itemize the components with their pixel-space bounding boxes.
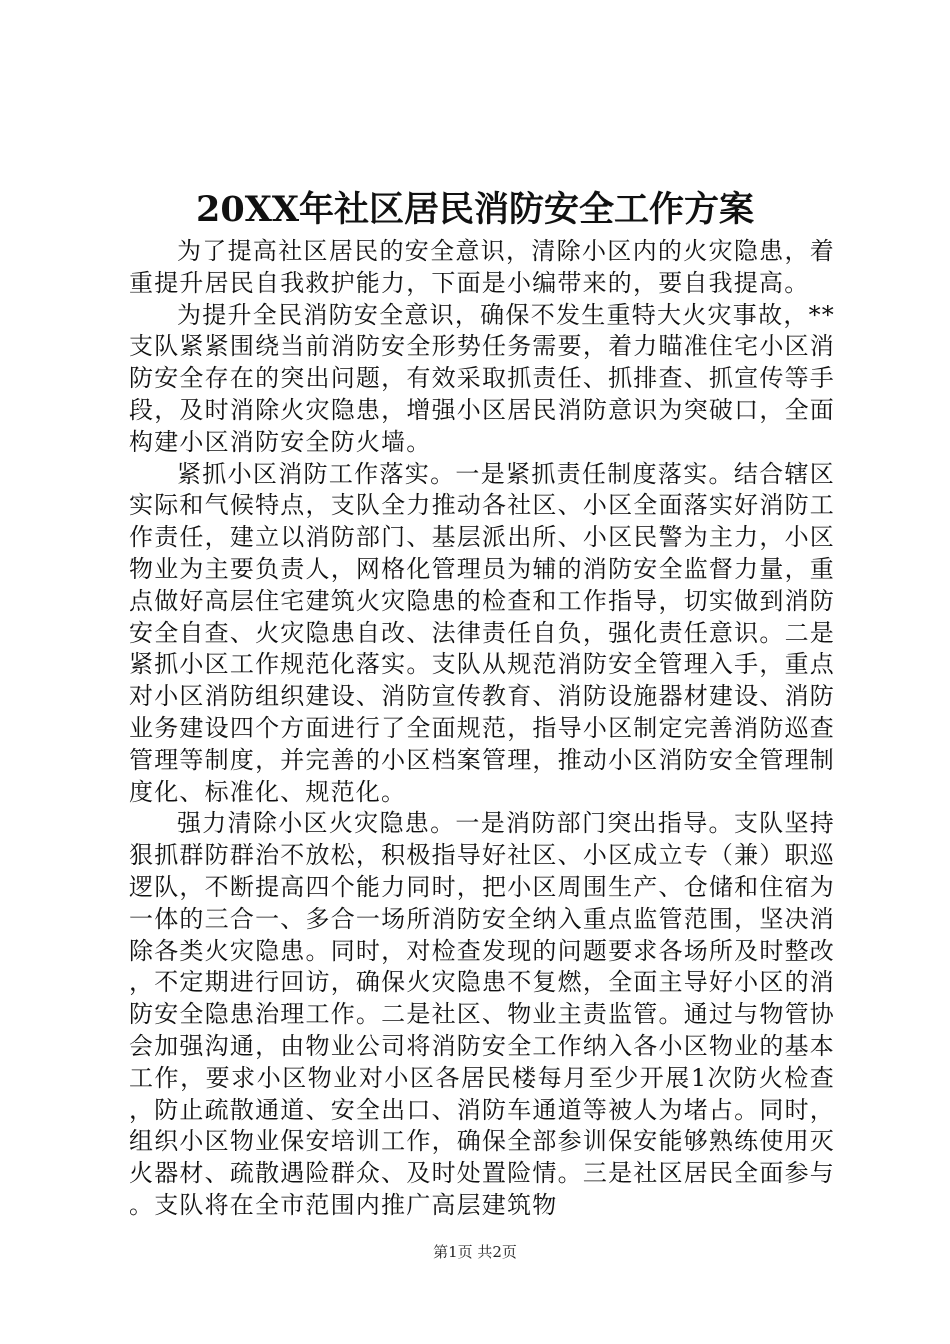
paragraph-hazard-removal: 强力清除小区火灾隐患。一是消防部门突出指导。支队坚持狠抓群防群治不放松，积极指导好社区、小区成立专（兼）职巡逻队，不断提高四个能力同时，把小区周围生产、仓储和住宿为一体的三合一、多合一场所消防安全纳入重点监管范围，坚决消除各类火灾隐患。同时，对检查发现的问题要求各场所及时整改，不定期进行回访，确保火灾隐患不复燃，全面主导好小区的消防安全隐患治理工作。二是社区、物业主责监管。通过与物管协会加强沟通，由物业公司将消防安全工作纳入各小区物业的基本工作，要求小区物业对小区各居民楼每月至少开展1次防火检查，防止疏散通道、安全出口、消防车通道等被人为堵占。同时，组织小区物业保安培训工作，确保全部参训保安能够熟练使用灭火器材、疏散遇险群众、及时处置险情。三是社区居民全面参与。支队将在全市范围内推广高层建筑物	[129, 809, 835, 1219]
document-title: 20XX年社区居民消防安全工作方案	[195, 189, 755, 230]
page-number-footer: 第1页 共2页	[433, 1243, 517, 1261]
paragraph-intro: 为了提高社区居民的安全意识，清除小区内的火灾隐患，着重提升居民自我救护能力，下面是小编带来的，要自我提高。	[129, 237, 835, 297]
document-body	[129, 236, 835, 1222]
paragraph-overview: 为提升全民消防安全意识，确保不发生重特大火灾事故，**支队紧紧围绕当前消防安全形势任务需要，着力瞄准住宅小区消防安全存在的突出问题，有效采取抓责任、抓排查、抓宣传等手段，及时消除火灾隐患，增强小区居民消防意识为突破口，全面构建小区消防安全防火墙。	[129, 300, 835, 456]
paragraph-implementation: 紧抓小区消防工作落实。一是紧抓责任制度落实。结合辖区实际和气候特点，支队全力推动各社区、小区全面落实好消防工作责任，建立以消防部门、基层派出所、小区民警为主力，小区物业为主要负责人，网格化管理员为辅的消防安全监督力量，重点做好高层住宅建筑火灾隐患的检查和工作指导，切实做到消防安全自查、火灾隐患自改、法律责任自负，强化责任意识。二是紧抓小区工作规范化落实。支队从规范消防安全管理入手，重点对小区消防组织建设、消防宣传教育、消防设施器材建设、消防业务建设四个方面进行了全面规范，指导小区制定完善消防巡查管理等制度，并完善的小区档案管理，推动小区消防安全管理制度化、标准化、规范化。	[129, 459, 835, 806]
